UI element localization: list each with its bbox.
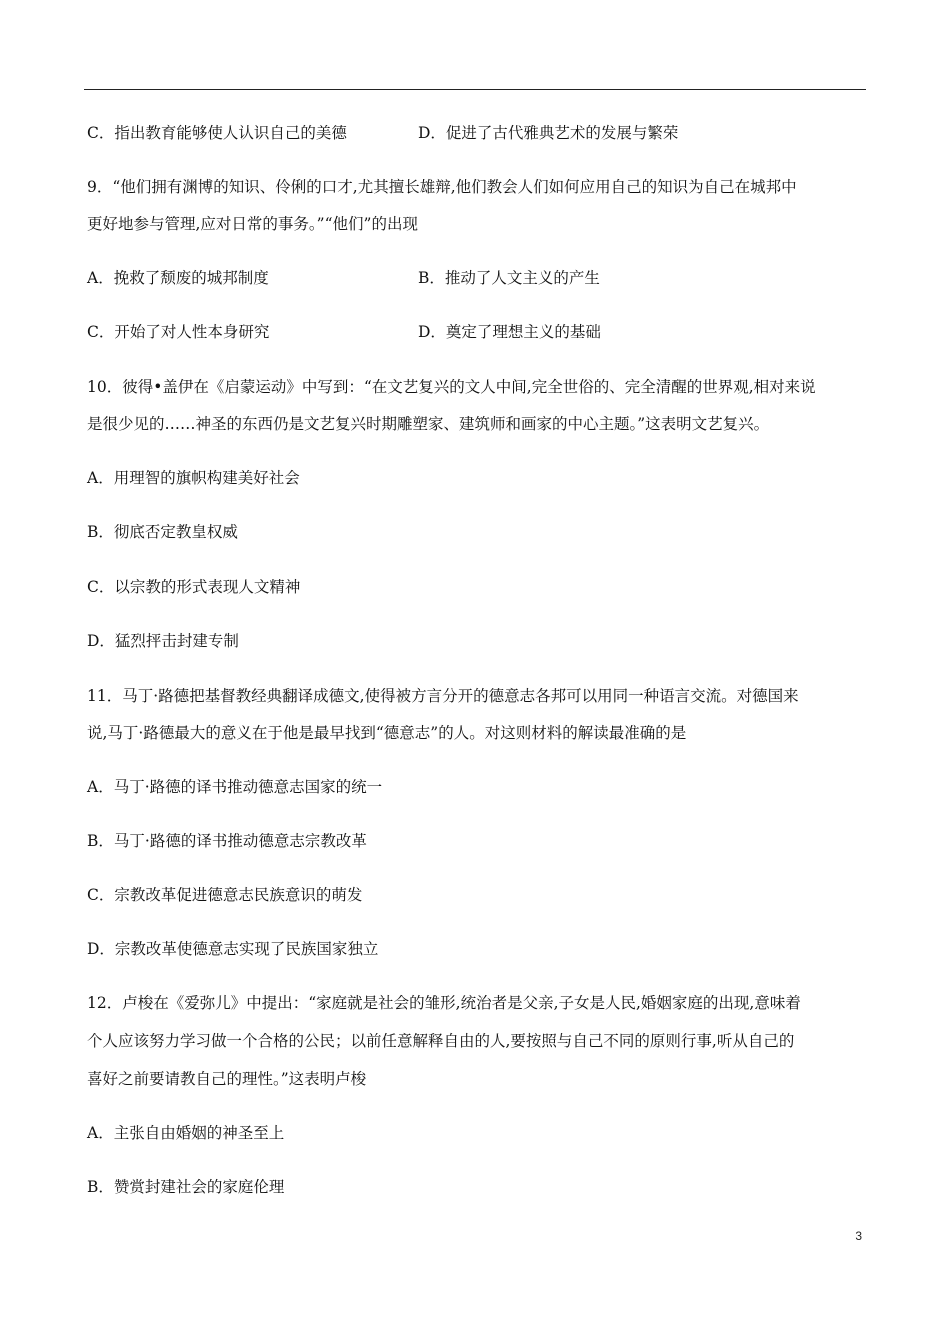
q11-option-a: A．马丁·路德的译书推动德意志国家的统一 [87,778,383,796]
q10-option-c: C．以宗教的形式表现人文精神 [87,578,301,596]
q11-option-c: C．宗教改革促进德意志民族意识的萌发 [87,886,363,904]
q9-option-d: D．奠定了理想主义的基础 [418,323,601,341]
q8-option-c: C．指出教育能够使人认识自己的美德 [87,124,347,142]
q9-option-a: A．挽救了颓废的城邦制度 [87,269,269,287]
q10-stem-line1: 10．彼得•盖伊在《启蒙运动》中写到：“在文艺复兴的文人中间,完全世俗的、完全清醒的世界观,相对来说 [87,378,816,396]
q11-stem-line2: 说,马丁·路德最大的意义在于他是最早找到“德意志”的人。对这则材料的解读最准确的是 [87,724,687,742]
q9-option-c: C．开始了对人性本身研究 [87,323,270,341]
q10-option-d: D．猛烈抨击封建专制 [87,632,239,650]
q12-stem-line3: 喜好之前要请教自己的理性。”这表明卢梭 [87,1070,367,1088]
page-number: 3 [855,1229,862,1243]
q12-option-a: A．主张自由婚姻的神圣至上 [87,1124,285,1142]
q11-stem-line1: 11．马丁·路德把基督教经典翻译成德文,使得被方言分开的德意志各邦可以用同一种语言交流。对德国来 [87,687,799,705]
q12-stem-line2: 个人应该努力学习做一个合格的公民；以前任意解释自由的人,要按照与自己不同的原则行事,听从自己的 [87,1032,795,1050]
q9-option-b: B．推动了人文主义的产生 [418,269,600,287]
q12-stem-line1: 12．卢梭在《爱弥儿》中提出：“家庭就是社会的雏形,统治者是父亲,子女是人民,婚姻家庭的出现,意味着 [87,994,801,1012]
q10-option-a: A．用理智的旗帜构建美好社会 [87,469,300,487]
q9-stem-line2: 更好地参与管理,应对日常的事务。”“他们”的出现 [87,215,418,233]
q9-stem-line1: 9．“他们拥有渊博的知识、伶俐的口才,尤其擅长雄辩,他们教会人们如何应用自己的知识为自己在城邦中 [87,178,797,196]
q11-option-b: B．马丁·路德的译书推动德意志宗教改革 [87,832,367,850]
q10-stem-line2: 是很少见的……神圣的东西仍是文艺复兴时期雕塑家、建筑师和画家的中心主题。”这表明文艺复兴。 [87,415,770,433]
q10-option-b: B．彻底否定教皇权威 [87,523,238,541]
q8-option-d: D．促进了古代雅典艺术的发展与繁荣 [418,124,679,142]
q11-option-d: D．宗教改革使德意志实现了民族国家独立 [87,940,379,958]
header-rule [84,89,866,90]
q12-option-b: B．赞赏封建社会的家庭伦理 [87,1178,285,1196]
